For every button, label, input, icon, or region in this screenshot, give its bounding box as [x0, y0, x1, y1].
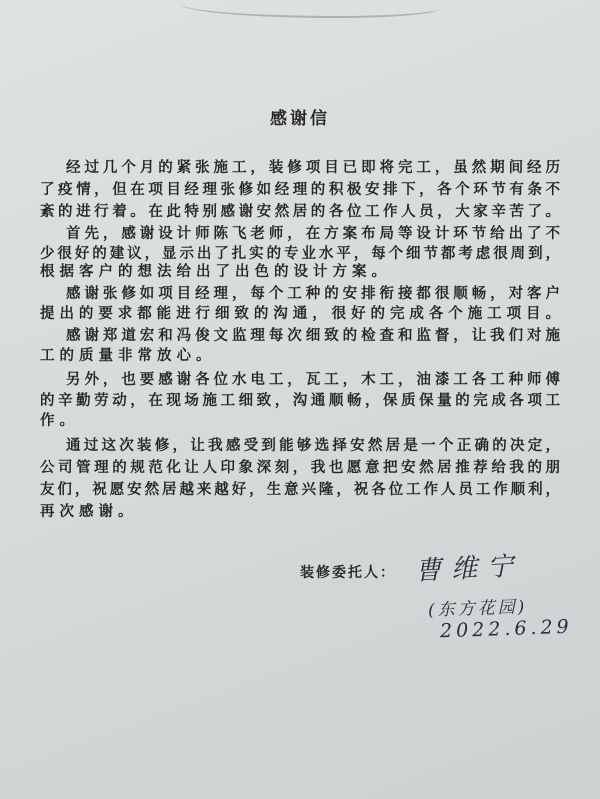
letter-line: 的辛勤劳动，在现场施工细致，沟通顺畅，保质保量的完成各项工 — [40, 392, 560, 409]
letter-line: 再次感谢。 — [40, 503, 138, 520]
letter-line: 作。 — [40, 412, 79, 429]
handwriting-scribble — [180, 0, 440, 18]
letter-line: 首先，感谢设计师陈飞老师，在方案布局等设计环节给出了不 — [66, 225, 560, 242]
letter-title: 感谢信 — [270, 109, 330, 129]
letter-line: 感谢张修如项目经理，每个工种的安排衔接都很顺畅，对客户 — [66, 285, 560, 302]
letter-line: 通过这次装修，让我感受到能够选择安然居是一个正确的决定， — [66, 437, 560, 454]
letter-line: 紊的进行着。在此特别感谢安然居的各位工作人员，大家辛苦了。 — [40, 203, 560, 220]
letter-line: 经过几个月的紧张施工，装修项目已即将完工，虽然期间经历 — [66, 159, 560, 176]
letter-line: 工的质量非常放心。 — [40, 347, 216, 364]
letter-line: 根据客户的想法给出了出色的设计方案。 — [40, 263, 391, 280]
handwritten-signature-place: (东方花园) — [427, 597, 528, 621]
letter-line: 感谢郑道宏和冯俊文监理每次细致的检查和监督，让我们对施 — [66, 327, 560, 344]
letter-line: 少很好的建议，显示出了扎实的专业水平，每个细节都考虑很周到， — [40, 245, 560, 262]
handwritten-signature-name: 曹维宁 — [414, 551, 524, 587]
letter-line: 了疫情，但在项目经理张修如经理的积极安排下，各个环节有条不 — [40, 181, 560, 198]
letter-line: 另外，也要感谢各位水电工，瓦工，木工，油漆工各工种师傅 — [66, 371, 560, 388]
letter-line: 友们，祝愿安然居越来越好，生意兴隆，祝各位工作人员工作顺利， — [40, 481, 560, 498]
letter-line: 公司管理的规范化让人印象深刻，我也愿意把安然居推荐给我的朋 — [40, 459, 560, 476]
signature-label: 装修委托人： — [300, 565, 396, 581]
handwritten-signature-date: 2022.6.29 — [439, 615, 574, 643]
letter-line: 提出的要求都能进行细致的沟通，很好的完成各个施工项目。 — [40, 305, 560, 322]
